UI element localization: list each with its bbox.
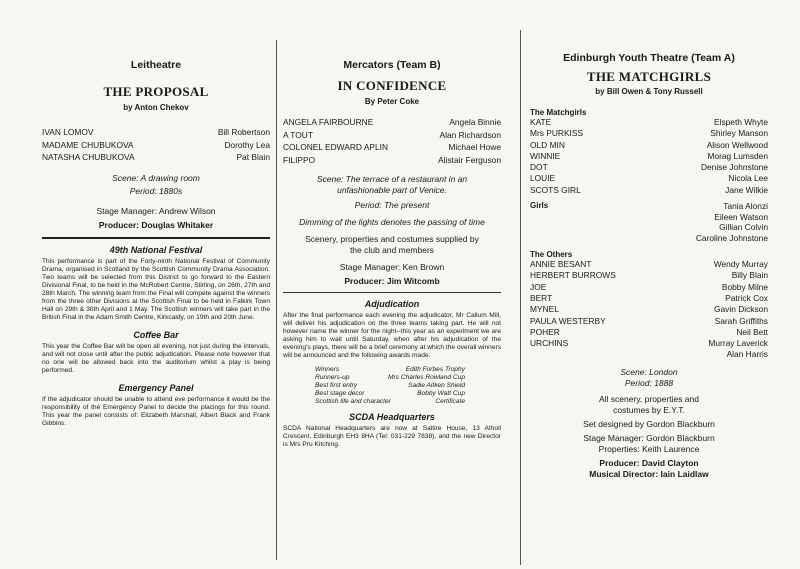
scene: Scene: The terrace of a restaurant in an unfashionable part of Venice.	[316, 174, 468, 195]
scene: Scene: A drawing room	[112, 172, 200, 183]
actor-name: Bill Robertson	[217, 127, 270, 137]
cast-row	[283, 141, 501, 154]
actor-name: Patrick Cox	[725, 292, 768, 303]
actor-name: Shirley Manson	[710, 128, 768, 139]
cast-list	[42, 126, 270, 164]
actor-name: Gavin Dickson	[714, 304, 768, 315]
girl-name: Tania Alonzi	[723, 201, 768, 212]
column-divider-right	[520, 30, 521, 565]
actor-name: Denise Johnstone	[700, 162, 768, 173]
role-name: IVAN LOMOV	[42, 127, 94, 137]
producer: Producer: David Clayton	[599, 458, 699, 469]
actor-name: Sarah Griffiths	[714, 315, 768, 326]
play-title: THE MATCHGIRLS	[586, 69, 712, 84]
company-name: Edinburgh Youth Theatre (Team A)	[563, 52, 735, 64]
stage-manager: Stage Manager: Gordon Blackburn	[583, 433, 715, 444]
cast-row	[530, 162, 768, 173]
girl-name: Caroline Johnstone	[695, 232, 768, 243]
actor-name: Wendy Murray	[713, 259, 768, 270]
others-heading: The Others	[530, 250, 573, 260]
actor-name: Neil Bett	[736, 326, 768, 337]
matchgirls-heading: The Matchgirls	[530, 108, 587, 117]
role-name: BERT	[530, 292, 553, 303]
actor-name: Alan Richardson	[439, 129, 501, 140]
cast-row	[530, 185, 768, 196]
awards-list	[283, 366, 501, 406]
matchgirls-cast	[530, 117, 768, 196]
properties: Properties: Keith Laurence	[598, 444, 700, 455]
set-designer: Set designed by Gordon Blackburn	[583, 419, 715, 430]
cast-row	[283, 116, 501, 129]
actor-name: Pat Blain	[236, 152, 270, 162]
role-name: MADAME CHUBUKOVA	[42, 139, 134, 150]
role-name: LOUIE	[530, 173, 556, 184]
cast-row	[42, 151, 270, 164]
cast-row	[530, 304, 768, 315]
actor-name: Certificate	[435, 398, 465, 405]
dimming-note: Dimming of the lights denotes the passing of time	[299, 217, 485, 227]
adjudication-heading: Adjudication	[364, 299, 420, 309]
period: Period: The present	[354, 200, 430, 210]
festival-text: This performance is part of the Forty-ninth National Festival of Community Drama, organised in Scotland by the Scottish Community Drama Association. Two teams will be selected from this District to go forward to the Eastern Divisional Final, to be held in the McRobert Centre, Stirling, on 26th, 27th and 28th March. The winning team from the Final will compete against the winners from the three other Divisions at the Scottish Final to be held in Falkirk Town Hall on 29th & 30th April and 1 May. The Scottish winners will take part in the British Final in the Adam Smith Centre, Kirkcaldy, on 19th and 20th June.	[42, 257, 270, 321]
award-row	[315, 398, 465, 406]
girls-block	[530, 201, 768, 243]
actor-name: Billy Blain	[731, 270, 768, 281]
role-name: WINNIE	[530, 150, 561, 161]
play-title: IN CONFIDENCE	[337, 78, 447, 93]
role-name: JOE	[530, 281, 547, 292]
period: Period: 1888	[624, 378, 674, 389]
actor-name: Elspeth Whyte	[714, 117, 768, 127]
cast-row	[530, 316, 768, 327]
girl-name: Gillian Colvin	[719, 222, 768, 233]
producer: Producer: Jim Witcomb	[344, 276, 440, 286]
actor-name: Sadie Aitken Shield	[408, 382, 465, 389]
stage-manager: Stage Manager: Ken Brown	[339, 262, 445, 272]
cast-row	[530, 259, 768, 270]
role-name: NATASHA CHUBUKOVA	[42, 152, 135, 162]
role-name: ANGELA FAIRBOURNE	[283, 117, 374, 127]
award-row	[315, 366, 465, 374]
role-name: Best stage decor	[315, 390, 365, 397]
emergency-panel-text: If the adjudicator should be unable to attend eve performance it would be the responsibility of the Emergency Panel to decide the placings for this round. This year the panel consists of: Elizabeth Marshall, Albert Black and Frank Gibbins.	[42, 395, 270, 427]
role-name: FILIPPO	[283, 154, 316, 165]
role-name: COLONEL EDWARD APLIN	[283, 142, 389, 152]
play-author: by Bill Owen & Tony Russell	[595, 87, 703, 96]
play-author: By Peter Coke	[364, 97, 420, 106]
role-name: Best first entry	[315, 382, 358, 389]
role-name: MYNEL	[530, 304, 559, 315]
role-name: URCHINS	[530, 338, 569, 349]
actor-name: Angela Binnie	[449, 117, 501, 127]
role-name: SCOTS GIRL	[530, 184, 581, 195]
others-cast	[530, 259, 768, 349]
actor-name: Alison Wellwood	[706, 139, 768, 150]
urchins-extra: Alan Harris	[726, 349, 768, 360]
role-name: KATE	[530, 117, 552, 127]
emergency-panel-heading: Emergency Panel	[118, 382, 194, 393]
cast-list	[283, 116, 501, 166]
cast-row	[42, 126, 270, 139]
cast-row	[283, 154, 501, 167]
award-row	[315, 390, 465, 398]
period: Period: 1880s	[129, 185, 183, 196]
hq-heading: SCDA Headquarters	[349, 412, 435, 422]
company-name: Leitheatre	[130, 59, 182, 71]
column-divider-left	[276, 40, 277, 560]
role-name: Runners-up	[315, 374, 350, 381]
rule	[283, 292, 501, 293]
festival-heading: 49th National Festival	[109, 244, 203, 255]
award-row	[315, 382, 465, 390]
column-leitheatre	[42, 0, 270, 569]
cast-row	[42, 139, 270, 152]
company-name: Mercators (Team B)	[343, 59, 441, 71]
coffee-bar-heading: Coffee Bar	[133, 329, 179, 340]
cast-row	[530, 140, 768, 151]
actor-name: Jane Wilkie	[725, 184, 768, 195]
actor-name: Alistair Ferguson	[438, 154, 501, 165]
role-name: HERBERT BURROWS	[530, 270, 616, 281]
actor-name: Michael Howe	[448, 142, 501, 152]
cast-row	[530, 282, 768, 293]
cast-row	[283, 129, 501, 142]
heavy-rule	[42, 237, 270, 239]
girls-list	[696, 201, 768, 243]
scenery-credit: Scenery, properties and costumes supplied by the club and members	[305, 234, 479, 255]
cast-row	[530, 117, 768, 128]
play-author: by Anton Chekov	[123, 103, 189, 112]
actor-name: Dorothy Lea	[224, 139, 270, 150]
cast-row	[530, 293, 768, 304]
girls-heading: Girls	[530, 201, 549, 211]
role-name: Mrs PURKISS	[530, 128, 584, 139]
actor-name: Morag Lumsden	[707, 150, 768, 161]
column-mercators	[283, 0, 501, 569]
role-name: Winners	[315, 366, 340, 373]
stage-manager: Stage Manager: Andrew Wilson	[96, 205, 216, 216]
scene: Scene: London	[620, 367, 678, 378]
role-name: DOT	[530, 162, 548, 173]
girl-name: Eileen Watson	[714, 211, 768, 222]
actor-name: Edith Forbes Trophy	[405, 366, 465, 373]
coffee-bar-text: This year the Coffee Bar will be open all evening, not just during the intervals, and will not close until after the public adjudication. Please note however that no one will be allowed back into the auditorium whilst a play is being performed.	[42, 342, 270, 374]
role-name: A TOUT	[283, 129, 313, 140]
cast-row	[530, 270, 768, 281]
cast-row	[530, 128, 768, 139]
role-name: ANNIE BESANT	[530, 259, 592, 270]
cast-row	[530, 151, 768, 162]
musical-director: Musical Director: Iain Laidlaw	[589, 469, 709, 480]
cast-row	[530, 173, 768, 184]
actor-name: Bobby Milne	[721, 281, 768, 292]
producer: Producer: Douglas Whitaker	[98, 219, 214, 230]
actor-name: Bobby Watt Cup	[417, 390, 465, 397]
role-name: Scottish life and character	[315, 398, 391, 405]
column-edinburgh-youth-theatre	[530, 0, 768, 569]
hq-text: SCDA National Headquarters are now at Saltire House, 13 Atholl Crescent, Edinburgh EH3 8HA (Tel: 031-229 7838), and the new Director is Mrs Pru Kitching.	[283, 425, 501, 448]
actor-name: Nicola Lee	[728, 173, 768, 184]
play-title: THE PROPOSAL	[103, 84, 209, 99]
actor-name: Murray Laverick	[708, 338, 768, 349]
cast-row	[530, 338, 768, 349]
scenery-credit: All scenery, properties and costumes by E.Y.T.	[598, 394, 699, 416]
role-name: PAULA WESTERBY	[530, 315, 606, 326]
role-name: OLD MIN	[530, 139, 565, 150]
cast-row	[530, 327, 768, 338]
role-name: POHER	[530, 326, 560, 337]
award-row	[315, 374, 465, 382]
adjudication-text: After the final performance each evening the adjudicator, Mr Callum Mill, will deliver his adjudication on the three teams taking part. He will not however name the winner for the night--this year as an experiment we are asking him to wait until Saturday, when after his adjudication of the evening's plays, there will be a brief ceremony at which the overall winners will be announced and the following awards made:	[283, 312, 501, 359]
actor-name: Mrs Charles Rowland Cup	[388, 374, 465, 381]
